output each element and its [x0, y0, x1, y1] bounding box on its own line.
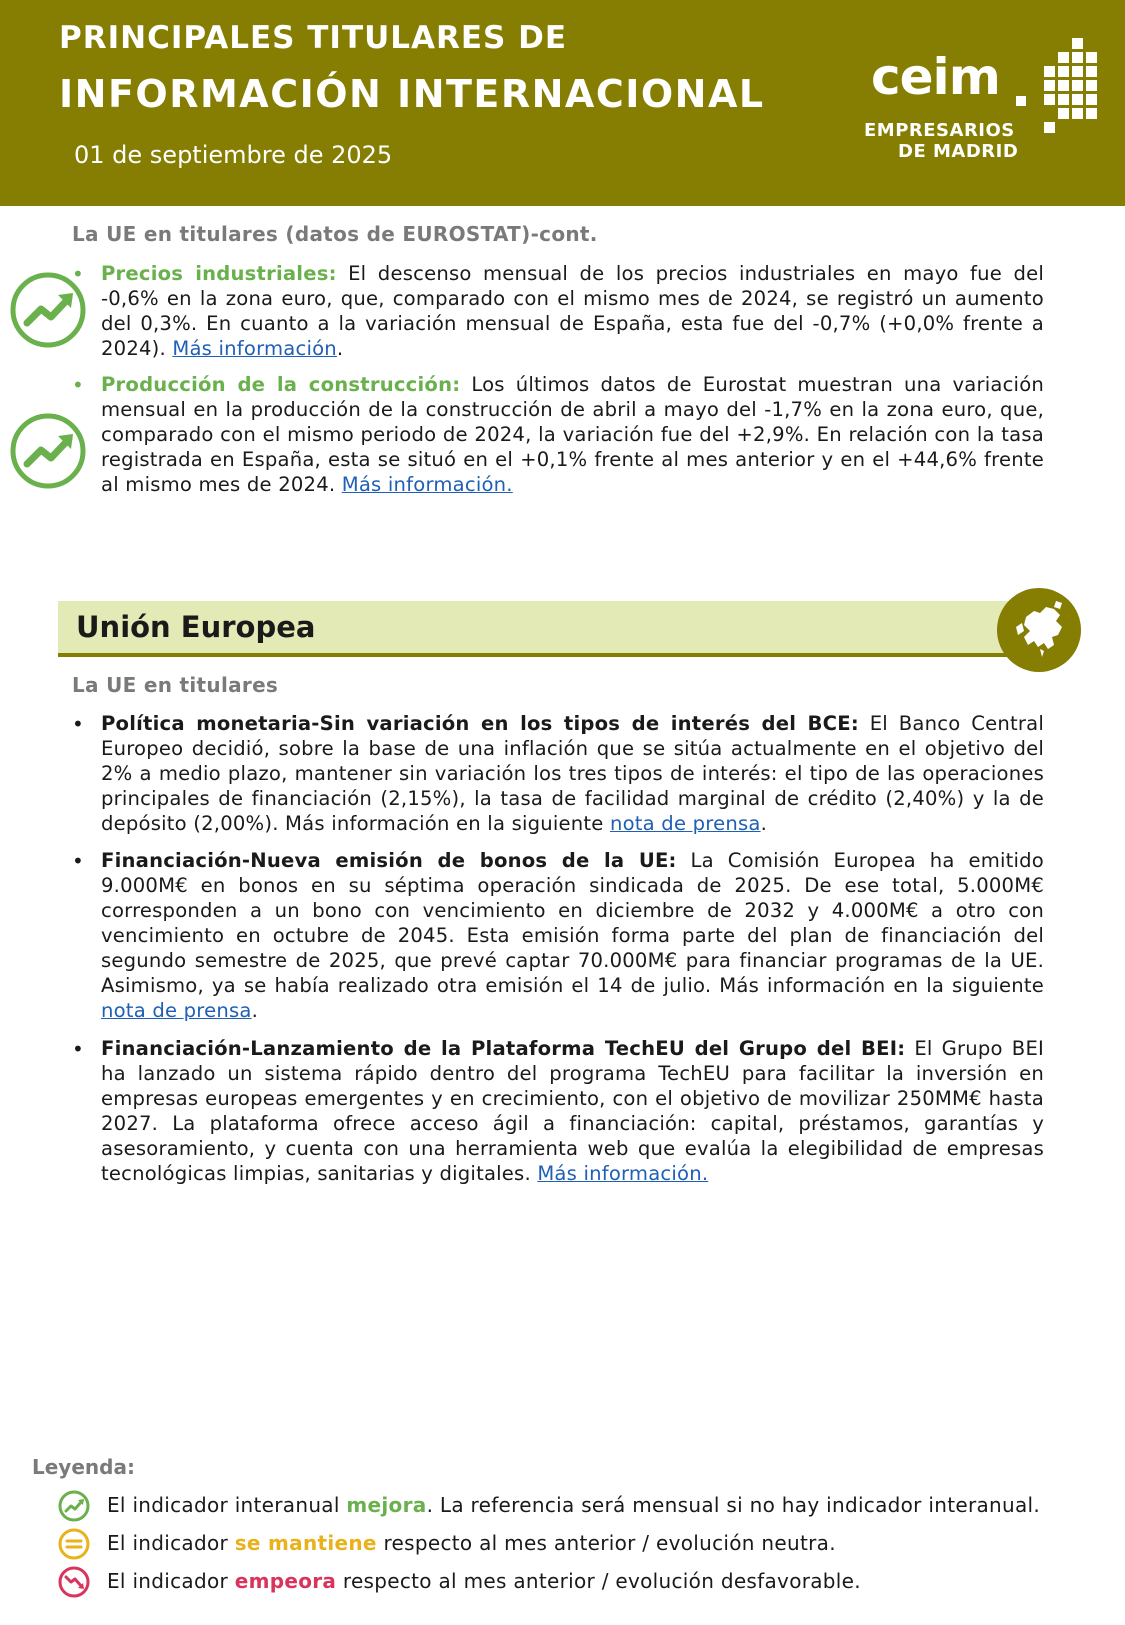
item-title: Producción de la construcción: [101, 373, 461, 396]
legend-text: El indicador [107, 1531, 235, 1555]
legend-text: . La referencia será mensual si no hay indicador interanual. [426, 1493, 1041, 1517]
legend-row-neutral [107, 1531, 836, 1555]
item-tail: . [251, 999, 259, 1022]
item-text: El Grupo BEI ha lanzado un sistema rápido dentro del programa TechEU para facilitar la inversión en empresas europeas emergentes y en crecimiento, con el objetivo de movilizar 250MM€ hasta 2027. La plataforma ofrece acceso ágil a financiación: capital, préstamos, garantías y asesoramiento, y cuenta con una herramienta web que evalúa la elegibilidad de empresas tecnológicas limpias, sanitarias y digitales. [101, 1037, 1045, 1185]
item-tail: . [760, 812, 768, 835]
legend-key: se mantiene [234, 1531, 377, 1555]
item-title: Financiación-Nueva emisión de bonos de la UE: [101, 849, 677, 872]
legend-row-improve [107, 1493, 1040, 1517]
bullet: • [72, 849, 84, 873]
press-release-link[interactable]: nota de prensa [101, 999, 252, 1022]
legend-row-worsen [107, 1569, 861, 1593]
section-band-title: Unión Europea [76, 610, 316, 644]
item-text: Los últimos datos de Eurostat muestran una variación mensual en la producción de la construcción de abril a mayo del -1,7% en la zona euro, que, comparado con el mismo periodo de 2024, la variación fue del +2,9%. En relación con la tasa registrada en España, esta se situó en el +0,1% frente al mes anterior y en el +44,6% frente al mismo mes de 2024. [101, 373, 1045, 496]
item-text: El Banco Central Europeo decidió, sobre la base de una inflación que se sitúa actualmente en el objetivo del 2% a medio plazo, mantener sin variación los tres tipos de interés: el tipo de las operaciones principales de financiación (2,15%), la tasa de facilidad marginal de crédito (2,40%) y la de depósito (2,00%). Más información en la siguiente [101, 712, 1044, 835]
more-info-link[interactable]: Más información. [341, 473, 513, 496]
legend-text: respecto al mes anterior / evolución neutra. [376, 1531, 836, 1555]
improve-icon [58, 1490, 90, 1522]
header-title-line1: PRINCIPALES TITULARES DE [59, 20, 568, 56]
section-heading-ue: La UE en titulares [72, 673, 279, 697]
page-header [0, 0, 1125, 206]
list-item [101, 848, 1044, 1023]
europe-globe-icon [996, 587, 1082, 673]
bullet: • [72, 712, 84, 736]
band-underline [58, 653, 1016, 657]
header-title-line2: INFORMACIÓN INTERNACIONAL [59, 72, 765, 116]
header-date: 01 de septiembre de 2025 [74, 141, 393, 169]
list-item [101, 261, 1044, 361]
legend-key: empeora [234, 1569, 337, 1593]
list-item [101, 372, 1044, 497]
neutral-icon [58, 1528, 90, 1560]
bullet: • [72, 373, 84, 397]
legend-text: El indicador [107, 1569, 235, 1593]
logo-dots-icon [1014, 36, 1109, 141]
trend-up-icon [9, 412, 87, 490]
ceim-logo [864, 36, 1109, 166]
logo-subtitle-2: DE MADRID [898, 141, 1019, 162]
item-text: La Comisión Europea ha emitido 9.000M€ en bonos en su séptima operación sindicada de 2025. De ese total, 5.000M€ corresponden a un bono con vencimiento en diciembre de 2032 y 4.000M€ a otro con vencimiento en octubre de 2045. Esta emisión forma parte del plan de financiación del segundo semestre de 2025, que prevé captar 70.000M€ para financiar programas de la UE. Asimismo, ya se había realizado otra emisión el 14 de julio. Más información en la siguiente [101, 849, 1044, 997]
legend-title: Leyenda: [32, 1455, 135, 1479]
worsen-icon [58, 1566, 90, 1598]
legend-key: mejora [346, 1493, 427, 1517]
item-tail: . [336, 337, 344, 360]
section-heading-eurostat: La UE en titulares (datos de EUROSTAT)-cont. [72, 222, 598, 246]
item-title: Política monetaria-Sin variación en los tipos de interés del BCE: [101, 712, 859, 735]
legend-text: El indicador interanual [107, 1493, 347, 1517]
logo-subtitle-1: EMPRESARIOS [864, 120, 1015, 141]
more-info-link[interactable]: Más información. [537, 1162, 709, 1185]
legend-text: respecto al mes anterior / evolución desfavorable. [336, 1569, 861, 1593]
item-title: Financiación-Lanzamiento de la Plataforma TechEU del Grupo del BEI: [101, 1037, 906, 1060]
bullet: • [72, 262, 84, 286]
item-text: El descenso mensual de los precios industriales en mayo fue del -0,6% en la zona euro, que, comparado con el mismo mes de 2024, se registró un aumento del 0,3%. En cuanto a la variación mensual de España, esta fue del -0,7% (+0,0% frente a 2024). [101, 262, 1045, 360]
list-item [101, 711, 1044, 836]
logo-wordmark: ceim [871, 48, 1000, 106]
press-release-link[interactable]: nota de prensa [609, 812, 761, 835]
list-item [101, 1036, 1044, 1186]
item-title: Precios industriales: [101, 262, 337, 285]
more-info-link[interactable]: Más información [172, 337, 337, 360]
bullet: • [72, 1037, 84, 1061]
